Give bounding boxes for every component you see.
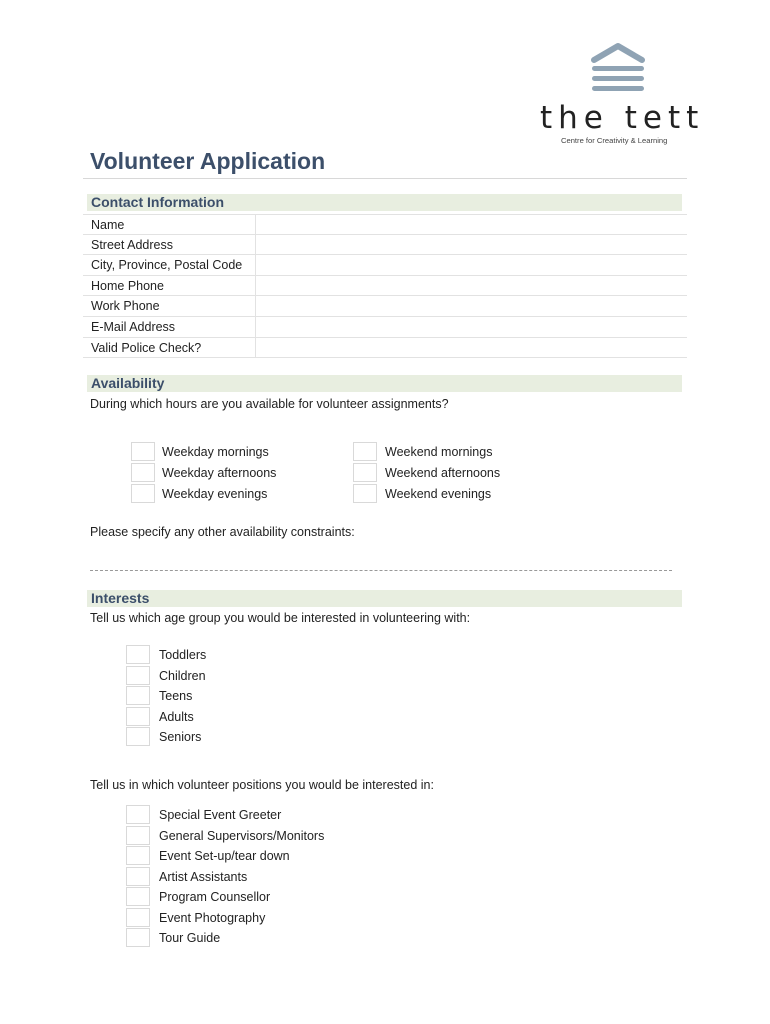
program-counsellor-label: Program Counsellor	[159, 890, 271, 904]
event-setup-label: Event Set-up/tear down	[159, 849, 290, 863]
tour-guide-label: Tour Guide	[159, 931, 221, 945]
program-counsellor-checkbox[interactable]	[126, 887, 150, 906]
event-photography-label: Event Photography	[159, 910, 266, 925]
weekday-afternoons-label: Weekday afternoons	[162, 466, 277, 480]
page-title: Volunteer Application	[90, 148, 326, 174]
police-check-field[interactable]	[255, 338, 687, 358]
logo-name: the tett	[540, 100, 705, 136]
artist-assistants-checkbox[interactable]	[126, 867, 150, 886]
logo-tagline: Centre for Creativity & Learning	[561, 136, 668, 145]
general-supervisors-checkbox[interactable]	[126, 826, 150, 845]
contact-label: Street Address	[91, 237, 173, 252]
weekend-afternoons-label: Weekend afternoons	[385, 466, 501, 480]
children-checkbox[interactable]	[126, 666, 150, 685]
weekend-evenings-checkbox[interactable]	[353, 484, 377, 503]
availability-question: During which hours are you available for volunteer assignments?	[90, 397, 449, 411]
contact-row-name	[83, 214, 687, 235]
contact-row-email	[83, 317, 687, 338]
name-field[interactable]	[255, 215, 687, 234]
event-setup-checkbox[interactable]	[126, 846, 150, 865]
toddlers-checkbox[interactable]	[126, 645, 150, 664]
contact-label: E-Mail Address	[91, 319, 176, 334]
constraints-prompt: Please specify any other availability constraints:	[90, 525, 355, 539]
positions-question: Tell us in which volunteer positions you would be interested in:	[90, 778, 434, 792]
tour-guide-checkbox[interactable]	[126, 928, 150, 947]
city-province-postal-field[interactable]	[255, 255, 687, 275]
teens-checkbox[interactable]	[126, 686, 150, 705]
home-phone-field[interactable]	[255, 276, 687, 296]
seniors-label: Seniors	[159, 730, 202, 744]
weekday-evenings-label: Weekday evenings	[162, 487, 268, 501]
contact-label: City, Province, Postal Code	[91, 258, 243, 273]
weekday-mornings-checkbox[interactable]	[131, 442, 155, 461]
availability-section-header: Availability	[87, 375, 682, 392]
contact-label: Home Phone	[91, 278, 164, 293]
contact-table	[83, 214, 687, 358]
interests-section-header: Interests	[87, 590, 682, 607]
weekday-mornings-label: Weekday mornings	[162, 445, 269, 459]
weekend-mornings-label: Weekend mornings	[385, 445, 493, 459]
weekend-mornings-checkbox[interactable]	[353, 442, 377, 461]
contact-label: Name	[91, 218, 125, 232]
title-divider	[83, 178, 687, 179]
adults-checkbox[interactable]	[126, 707, 150, 726]
street-address-field[interactable]	[255, 235, 687, 255]
weekend-afternoons-checkbox[interactable]	[353, 463, 377, 482]
contact-row-home-phone	[83, 276, 687, 297]
work-phone-field[interactable]	[255, 296, 687, 316]
special-event-greeter-label: Special Event Greeter	[159, 808, 282, 822]
weekend-evenings-label: Weekend evenings	[385, 487, 492, 501]
adults-label: Adults	[159, 709, 194, 724]
contact-row-city	[83, 255, 687, 276]
teens-label: Teens	[159, 689, 193, 703]
contact-row-police-check	[83, 338, 687, 359]
general-supervisors-label: General Supervisors/Monitors	[159, 828, 325, 843]
tett-logo-icon	[588, 42, 648, 98]
seniors-checkbox[interactable]	[126, 727, 150, 746]
artist-assistants-label: Artist Assistants	[159, 869, 248, 884]
weekday-evenings-checkbox[interactable]	[131, 484, 155, 503]
contact-label: Valid Police Check?	[91, 340, 202, 355]
age-group-question: Tell us which age group you would be interested in volunteering with:	[90, 611, 471, 625]
children-label: Children	[159, 668, 206, 683]
constraints-input-line[interactable]	[90, 570, 672, 571]
email-field[interactable]	[255, 317, 687, 337]
contact-label: Work Phone	[91, 299, 160, 314]
contact-section-header: Contact Information	[87, 194, 682, 211]
event-photography-checkbox[interactable]	[126, 908, 150, 927]
toddlers-label: Toddlers	[159, 648, 207, 662]
weekday-afternoons-checkbox[interactable]	[131, 463, 155, 482]
contact-row-work-phone	[83, 296, 687, 317]
contact-row-street	[83, 235, 687, 256]
special-event-greeter-checkbox[interactable]	[126, 805, 150, 824]
